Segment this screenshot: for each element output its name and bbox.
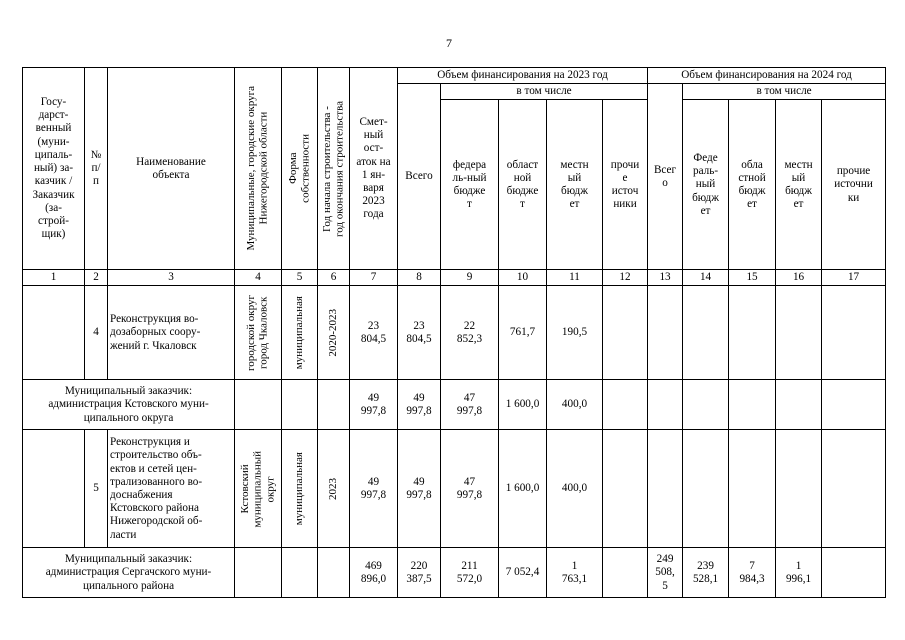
empty-cell bbox=[648, 430, 683, 548]
object-years-text: 2020-2023 bbox=[327, 309, 340, 357]
empty-cell bbox=[603, 548, 648, 598]
object-ownership-text: муниципальная bbox=[293, 296, 306, 370]
empty-cell bbox=[23, 430, 85, 548]
empty-cell bbox=[318, 380, 350, 430]
header-regional-2024: обла стной бюдж ет bbox=[729, 100, 776, 270]
header-financing-2024: Объем финансирования на 2024 год bbox=[648, 68, 886, 84]
empty-cell bbox=[822, 380, 886, 430]
regional-2024-value: 7 984,3 bbox=[729, 548, 776, 598]
estimate-value: 469 896,0 bbox=[350, 548, 398, 598]
object-municipality bbox=[235, 430, 282, 548]
object-ownership bbox=[282, 430, 318, 548]
empty-cell bbox=[776, 380, 822, 430]
header-object-name: Наименование объекта bbox=[108, 68, 235, 270]
object-number: 5 bbox=[85, 430, 108, 548]
object-municipality-text: городской округ город Чкаловск bbox=[245, 294, 270, 371]
total-2023-value: 49 997,8 bbox=[398, 430, 441, 548]
empty-cell bbox=[683, 286, 729, 380]
local-2023-value: 190,5 bbox=[547, 286, 603, 380]
header-municipality-text: Муниципальные, городские округа Нижегородской области bbox=[245, 86, 270, 251]
federal-2023-value: 211 572,0 bbox=[441, 548, 499, 598]
column-number: 15 bbox=[729, 270, 776, 286]
empty-cell bbox=[23, 286, 85, 380]
regional-2023-value: 1 600,0 bbox=[499, 380, 547, 430]
header-number: № п/ п bbox=[85, 68, 108, 270]
column-number: 5 bbox=[282, 270, 318, 286]
empty-cell bbox=[282, 380, 318, 430]
header-federal-2023: федера ль-ный бюдже т bbox=[441, 100, 499, 270]
header-local-2023: местн ый бюдж ет bbox=[547, 100, 603, 270]
table-row-customer-kstovo bbox=[23, 380, 886, 430]
empty-cell bbox=[729, 430, 776, 548]
federal-2023-value: 47 997,8 bbox=[441, 380, 499, 430]
column-number: 1 bbox=[23, 270, 85, 286]
header-estimate: Смет- ный ост- аток на 1 ян- варя 2023 года bbox=[350, 68, 398, 270]
local-2023-value: 400,0 bbox=[547, 380, 603, 430]
header-years bbox=[318, 68, 350, 270]
empty-cell bbox=[603, 430, 648, 548]
object-ownership-text: муниципальная bbox=[293, 452, 306, 526]
object-number: 4 bbox=[85, 286, 108, 380]
column-number: 13 bbox=[648, 270, 683, 286]
local-2023-value: 400,0 bbox=[547, 430, 603, 548]
page-number: 7 bbox=[446, 36, 452, 50]
header-regional-2023: област ной бюдже т bbox=[499, 100, 547, 270]
empty-cell bbox=[683, 380, 729, 430]
object-years-text: 2023 bbox=[327, 477, 340, 500]
empty-cell bbox=[603, 380, 648, 430]
table-row-customer-sergach bbox=[23, 548, 886, 598]
header-local-2024: местн ый бюдж ет bbox=[776, 100, 822, 270]
object-name: Реконструкция во- дозаборных соору- жений г. Чкаловск bbox=[108, 286, 235, 380]
empty-cell bbox=[822, 548, 886, 598]
column-number: 8 bbox=[398, 270, 441, 286]
column-number: 2 bbox=[85, 270, 108, 286]
object-years bbox=[318, 430, 350, 548]
column-number: 3 bbox=[108, 270, 235, 286]
estimate-value: 49 997,8 bbox=[350, 430, 398, 548]
object-municipality-text: Кстовский муниципальный округ bbox=[239, 450, 277, 528]
customer-name: Муниципальный заказчик: администрация Кстовского муни- ципального округа bbox=[23, 380, 235, 430]
column-number-row bbox=[23, 270, 886, 286]
header-other-2023: прочи е источ ники bbox=[603, 100, 648, 270]
header-years-text: Год начала строительства - год окончания строительства bbox=[320, 100, 346, 237]
column-number: 9 bbox=[441, 270, 499, 286]
empty-cell bbox=[683, 430, 729, 548]
column-number: 16 bbox=[776, 270, 822, 286]
object-ownership bbox=[282, 286, 318, 380]
total-2023-value: 220 387,5 bbox=[398, 548, 441, 598]
federal-2023-value: 47 997,8 bbox=[441, 430, 499, 548]
empty-cell bbox=[235, 380, 282, 430]
object-years bbox=[318, 286, 350, 380]
header-ownership-text: Форма собственности bbox=[286, 134, 312, 204]
total-2024-value: 249 508, 5 bbox=[648, 548, 683, 598]
regional-2023-value: 1 600,0 bbox=[499, 430, 547, 548]
empty-cell bbox=[282, 548, 318, 598]
local-2023-value: 1 763,1 bbox=[547, 548, 603, 598]
empty-cell bbox=[603, 286, 648, 380]
column-number: 11 bbox=[547, 270, 603, 286]
column-number: 6 bbox=[318, 270, 350, 286]
estimate-value: 23 804,5 bbox=[350, 286, 398, 380]
header-including-2023: в том числе bbox=[441, 84, 648, 100]
object-name: Реконструкция и строительство объ- ектов и сетей цен- трализованного во- доснабжения Кстовского района Нижегородской об- ласти bbox=[108, 430, 235, 548]
regional-2023-value: 761,7 bbox=[499, 286, 547, 380]
header-municipality bbox=[235, 68, 282, 270]
column-number: 10 bbox=[499, 270, 547, 286]
empty-cell bbox=[648, 380, 683, 430]
customer-name: Муниципальный заказчик: администрация Сергачского муни- ципального района bbox=[23, 548, 235, 598]
empty-cell bbox=[776, 286, 822, 380]
header-row-1 bbox=[23, 68, 886, 84]
empty-cell bbox=[822, 430, 886, 548]
table-row-object-5 bbox=[23, 430, 886, 548]
financing-table bbox=[22, 67, 886, 598]
header-total-2023: Всего bbox=[398, 84, 441, 270]
column-number: 17 bbox=[822, 270, 886, 286]
object-municipality bbox=[235, 286, 282, 380]
header-including-2024: в том числе bbox=[683, 84, 886, 100]
regional-2023-value: 7 052,4 bbox=[499, 548, 547, 598]
federal-2023-value: 22 852,3 bbox=[441, 286, 499, 380]
estimate-value: 49 997,8 bbox=[350, 380, 398, 430]
column-number: 4 bbox=[235, 270, 282, 286]
column-number: 12 bbox=[603, 270, 648, 286]
empty-cell bbox=[729, 286, 776, 380]
header-total-2024: Всег о bbox=[648, 84, 683, 270]
empty-cell bbox=[729, 380, 776, 430]
header-financing-2023: Объем финансирования на 2023 год bbox=[398, 68, 648, 84]
header-other-2024: прочие источни ки bbox=[822, 100, 886, 270]
total-2023-value: 23 804,5 bbox=[398, 286, 441, 380]
empty-cell bbox=[235, 548, 282, 598]
empty-cell bbox=[648, 286, 683, 380]
local-2024-value: 1 996,1 bbox=[776, 548, 822, 598]
federal-2024-value: 239 528,1 bbox=[683, 548, 729, 598]
empty-cell bbox=[776, 430, 822, 548]
column-number: 14 bbox=[683, 270, 729, 286]
header-ownership bbox=[282, 68, 318, 270]
total-2023-value: 49 997,8 bbox=[398, 380, 441, 430]
column-number: 7 bbox=[350, 270, 398, 286]
header-federal-2024: Феде раль- ный бюдж ет bbox=[683, 100, 729, 270]
empty-cell bbox=[822, 286, 886, 380]
empty-cell bbox=[318, 548, 350, 598]
header-customer: Госу- дарст- венный (муни- ципаль- ный) за- казчик / Заказчик (за- строй- щик) bbox=[23, 68, 85, 270]
table-row-object-4 bbox=[23, 286, 886, 380]
